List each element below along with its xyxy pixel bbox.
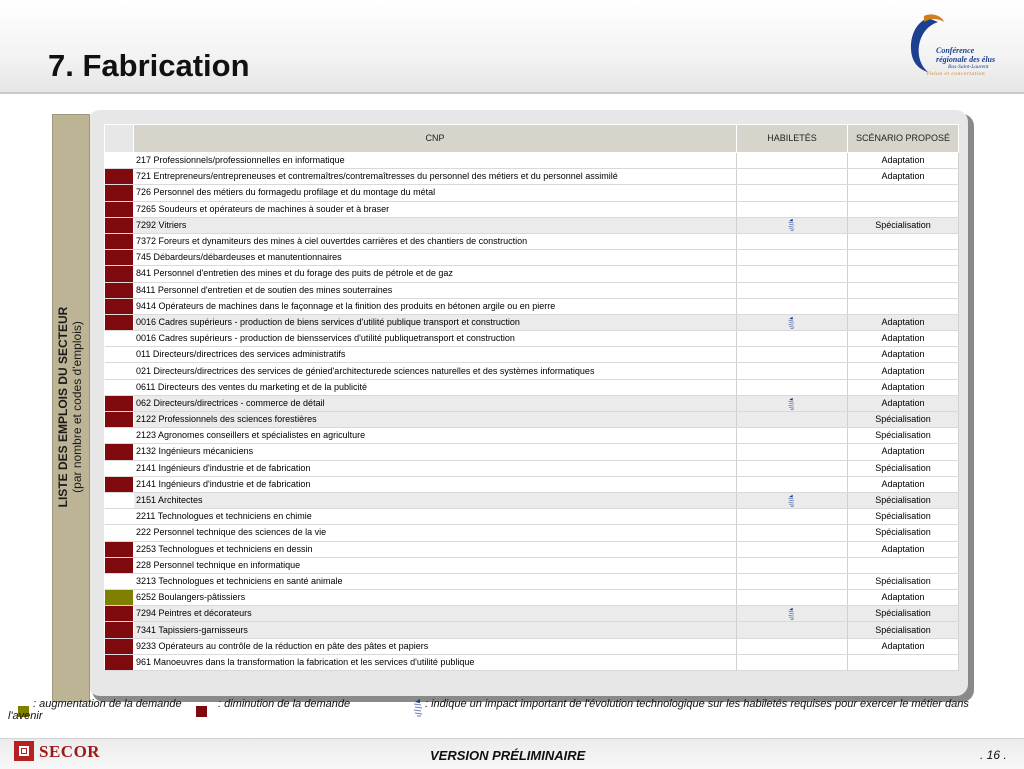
habiletes-cell xyxy=(737,444,848,460)
habiletes-cell xyxy=(737,363,848,379)
habiletes-cell xyxy=(737,476,848,492)
scenario-cell xyxy=(848,282,959,298)
habiletes-cell xyxy=(737,460,848,476)
cnp-cell: 7294 Peintres et décorateurs xyxy=(134,606,737,622)
table-row xyxy=(105,233,959,249)
habiletes-cell xyxy=(737,638,848,654)
table-row xyxy=(105,169,959,185)
technology-impact-icon xyxy=(786,218,798,232)
scenario-cell xyxy=(848,250,959,266)
logo-line-3: Bas-Saint-Laurent xyxy=(948,64,989,70)
habiletes-cell xyxy=(737,282,848,298)
table-row xyxy=(105,347,959,363)
scenario-cell: Spécialisation xyxy=(848,412,959,428)
cnp-cell: 9233 Opérateurs au contrôle de la réduction en pâte des pâtes et papiers xyxy=(134,638,737,654)
scenario-cell xyxy=(848,557,959,573)
cnp-cell: 2141 Ingénieurs d'industrie et de fabrication xyxy=(134,460,737,476)
legend-tech-text: : indique un impact important de l'évolution technologique sur les habiletés requises pour exercer le métier dans xyxy=(425,698,969,710)
table-row xyxy=(105,314,959,330)
scenario-cell: Spécialisation xyxy=(848,573,959,589)
secor-brand: SECOR xyxy=(39,742,101,761)
cnp-cell: 2211 Technologues et techniciens en chimie xyxy=(134,509,737,525)
habiletes-cell xyxy=(737,314,848,330)
cre-logo xyxy=(898,12,1008,78)
cnp-cell: 222 Personnel technique des sciences de la vie xyxy=(134,525,737,541)
trend-marker xyxy=(105,314,134,330)
cnp-cell: 2122 Professionnels des sciences forestières xyxy=(134,412,737,428)
table-row xyxy=(105,298,959,314)
habiletes-cell xyxy=(737,525,848,541)
trend-marker xyxy=(105,509,134,525)
table-row xyxy=(105,363,959,379)
trend-marker xyxy=(105,347,134,363)
cnp-cell: 7265 Soudeurs et opérateurs de machines à souder et à braser xyxy=(134,201,737,217)
scenario-cell xyxy=(848,201,959,217)
scenario-cell xyxy=(848,185,959,201)
trend-marker xyxy=(105,379,134,395)
habiletes-cell xyxy=(737,509,848,525)
scenario-cell: Spécialisation xyxy=(848,460,959,476)
trend-marker xyxy=(105,541,134,557)
scenario-cell: Adaptation xyxy=(848,153,959,169)
trend-marker xyxy=(105,638,134,654)
habiletes-cell xyxy=(737,428,848,444)
trend-marker xyxy=(105,298,134,314)
cnp-cell: 8411 Personnel d'entretien et de soutien des mines souterraines xyxy=(134,282,737,298)
technology-impact-icon xyxy=(413,698,425,718)
technology-impact-icon xyxy=(786,397,798,411)
trend-marker xyxy=(105,282,134,298)
cnp-cell: 2141 Ingénieurs d'industrie et de fabrication xyxy=(134,476,737,492)
table-row xyxy=(105,557,959,573)
habiletes-cell xyxy=(737,331,848,347)
trend-marker xyxy=(105,573,134,589)
trend-marker xyxy=(105,363,134,379)
scenario-cell: Adaptation xyxy=(848,314,959,330)
habiletes-cell xyxy=(737,347,848,363)
trend-marker xyxy=(105,233,134,249)
cnp-cell: 7341 Tapissiers-garnisseurs xyxy=(134,622,737,638)
trend-marker xyxy=(105,395,134,411)
trend-marker xyxy=(105,590,134,606)
table-row xyxy=(105,331,959,347)
table-row xyxy=(105,266,959,282)
cnp-cell: 228 Personnel technique en informatique xyxy=(134,557,737,573)
trend-marker xyxy=(105,217,134,233)
legend-tech-text-cont: l'avenir xyxy=(8,710,43,722)
version-label: VERSION PRÉLIMINAIRE xyxy=(430,748,586,763)
table-row xyxy=(105,509,959,525)
sidebar-label xyxy=(56,307,84,508)
table-row xyxy=(105,606,959,622)
scenario-cell: Adaptation xyxy=(848,590,959,606)
trend-marker xyxy=(105,476,134,492)
habiletes-cell xyxy=(737,298,848,314)
cnp-cell: 2253 Technologues et techniciens en dessin xyxy=(134,541,737,557)
logo-line-2: régionale des élus xyxy=(936,55,996,64)
table-row xyxy=(105,492,959,508)
scenario-cell: Adaptation xyxy=(848,476,959,492)
scenario-cell: Spécialisation xyxy=(848,509,959,525)
table-row xyxy=(105,460,959,476)
habiletes-cell xyxy=(737,654,848,670)
table-row xyxy=(105,153,959,169)
table-row xyxy=(105,573,959,589)
cnp-cell: 6252 Boulangers-pâtissiers xyxy=(134,590,737,606)
cnp-cell: 0611 Directeurs des ventes du marketing et de la publicité xyxy=(134,379,737,395)
habiletes-cell xyxy=(737,606,848,622)
header-scenario: SCÉNARIO PROPOSÉ xyxy=(848,125,959,153)
table-row xyxy=(105,282,959,298)
technology-impact-icon xyxy=(786,607,798,621)
scenario-cell: Adaptation xyxy=(848,331,959,347)
trend-marker xyxy=(105,250,134,266)
sidebar-subtitle: (par nombre et codes d'emplois) xyxy=(70,321,84,493)
habiletes-cell xyxy=(737,590,848,606)
trend-marker xyxy=(105,525,134,541)
habiletes-cell xyxy=(737,412,848,428)
cnp-cell: 726 Personnel des métiers du formagedu profilage et du montage du métal xyxy=(134,185,737,201)
habiletes-cell xyxy=(737,153,848,169)
scenario-cell xyxy=(848,266,959,282)
sidebar-title: LISTE DES EMPLOIS DU SECTEUR xyxy=(56,306,70,508)
cnp-cell: 7372 Foreurs et dynamiteurs des mines à ciel ouvertdes carrières et des chantiers de construction xyxy=(134,233,737,249)
trend-marker xyxy=(105,185,134,201)
trend-marker xyxy=(105,492,134,508)
cnp-cell: 7292 Vitriers xyxy=(134,217,737,233)
trend-marker xyxy=(105,266,134,282)
habiletes-cell xyxy=(737,250,848,266)
page-title: 7. Fabrication xyxy=(48,48,250,83)
cnp-cell: 961 Manoeuvres dans la transformation la fabrication et les services d'utilité publique xyxy=(134,654,737,670)
scenario-cell: Adaptation xyxy=(848,395,959,411)
cnp-cell: 721 Entrepreneurs/entrepreneuses et contremaîtres/contremaîtresses du personnel des métiers et du personnel assimilé xyxy=(134,169,737,185)
habiletes-cell xyxy=(737,266,848,282)
trend-marker xyxy=(105,428,134,444)
scenario-cell: Spécialisation xyxy=(848,525,959,541)
header-habiletes: HABILETÉS xyxy=(737,125,848,153)
table-row xyxy=(105,476,959,492)
legend-increase-text: : augmentation de la demande xyxy=(33,698,182,710)
cnp-cell: 745 Débardeurs/débardeuses et manutentionnaires xyxy=(134,250,737,266)
cnp-cell: 841 Personnel d'entretien des mines et du forage des puits de pétrole et de gaz xyxy=(134,266,737,282)
scenario-cell: Adaptation xyxy=(848,541,959,557)
trend-marker xyxy=(105,331,134,347)
cnp-cell: 3213 Technologues et techniciens en santé animale xyxy=(134,573,737,589)
table-row xyxy=(105,654,959,670)
cnp-cell: 0016 Cadres supérieurs - production de biensservices d'utilité publiquetransport et construction xyxy=(134,331,737,347)
habiletes-cell xyxy=(737,492,848,508)
habiletes-cell xyxy=(737,217,848,233)
cnp-cell: 9414 Opérateurs de machines dans le façonnage et la finition des produits en bétonen argile ou en pierre xyxy=(134,298,737,314)
habiletes-cell xyxy=(737,185,848,201)
trend-marker xyxy=(105,622,134,638)
scenario-cell: Adaptation xyxy=(848,363,959,379)
table-row xyxy=(105,250,959,266)
scenario-cell: Spécialisation xyxy=(848,428,959,444)
scenario-cell: Adaptation xyxy=(848,444,959,460)
cnp-cell: 2132 Ingénieurs mécaniciens xyxy=(134,444,737,460)
trend-marker xyxy=(105,201,134,217)
table-row xyxy=(105,428,959,444)
habiletes-cell xyxy=(737,573,848,589)
table-header-row xyxy=(105,125,959,153)
logo-line-1: Conférence xyxy=(936,46,975,55)
scenario-cell xyxy=(848,654,959,670)
scenario-cell: Adaptation xyxy=(848,638,959,654)
cnp-cell: 011 Directeurs/directrices des services administratifs xyxy=(134,347,737,363)
scenario-cell: Spécialisation xyxy=(848,492,959,508)
table-row xyxy=(105,444,959,460)
trend-marker xyxy=(105,153,134,169)
table-row xyxy=(105,185,959,201)
trend-marker xyxy=(105,606,134,622)
table-row xyxy=(105,412,959,428)
scenario-cell: Spécialisation xyxy=(848,606,959,622)
trend-marker xyxy=(105,557,134,573)
table-row xyxy=(105,638,959,654)
scenario-cell: Adaptation xyxy=(848,169,959,185)
scenario-cell: Spécialisation xyxy=(848,622,959,638)
cnp-cell: 021 Directeurs/directrices des services de génied'architecturede sciences naturelles et des systèmes informatiques xyxy=(134,363,737,379)
jobs-table xyxy=(104,124,959,671)
habiletes-cell xyxy=(737,233,848,249)
habiletes-cell xyxy=(737,169,848,185)
habiletes-cell xyxy=(737,557,848,573)
header-trend-spacer xyxy=(105,125,134,153)
habiletes-cell xyxy=(737,395,848,411)
page-number: . 16 . xyxy=(980,748,1007,762)
habiletes-cell xyxy=(737,201,848,217)
cnp-cell: 062 Directeurs/directrices - commerce de détail xyxy=(134,395,737,411)
table-row xyxy=(105,379,959,395)
cnp-cell: 0016 Cadres supérieurs - production de biens services d'utilité publique transport et construction xyxy=(134,314,737,330)
cnp-cell: 2123 Agronomes conseillers et spécialistes en agriculture xyxy=(134,428,737,444)
cnp-cell: 217 Professionnels/professionnelles en informatique xyxy=(134,153,737,169)
trend-marker xyxy=(105,654,134,670)
header-divider xyxy=(0,92,1024,94)
table-row xyxy=(105,622,959,638)
trend-marker xyxy=(105,460,134,476)
trend-marker xyxy=(105,444,134,460)
table-body xyxy=(105,153,959,671)
table-row xyxy=(105,217,959,233)
logo-line-4: Vision et concertation xyxy=(926,71,986,77)
trend-marker xyxy=(105,169,134,185)
technology-impact-icon xyxy=(786,316,798,330)
scenario-cell: Adaptation xyxy=(848,347,959,363)
legend-decrease-swatch xyxy=(196,706,207,717)
table-row xyxy=(105,590,959,606)
legend-decrease-text: : diminution de la demande xyxy=(218,698,351,710)
cnp-cell: 2151 Architectes xyxy=(134,492,737,508)
table-row xyxy=(105,541,959,557)
header-cnp: CNP xyxy=(134,125,737,153)
habiletes-cell xyxy=(737,622,848,638)
table-row xyxy=(105,525,959,541)
trend-marker xyxy=(105,412,134,428)
scenario-cell xyxy=(848,233,959,249)
technology-impact-icon xyxy=(786,494,798,508)
table-row xyxy=(105,395,959,411)
scenario-cell xyxy=(848,298,959,314)
table-row xyxy=(105,201,959,217)
scenario-cell: Spécialisation xyxy=(848,217,959,233)
habiletes-cell xyxy=(737,379,848,395)
habiletes-cell xyxy=(737,541,848,557)
scenario-cell: Adaptation xyxy=(848,379,959,395)
secor-logo-dot xyxy=(22,749,26,753)
